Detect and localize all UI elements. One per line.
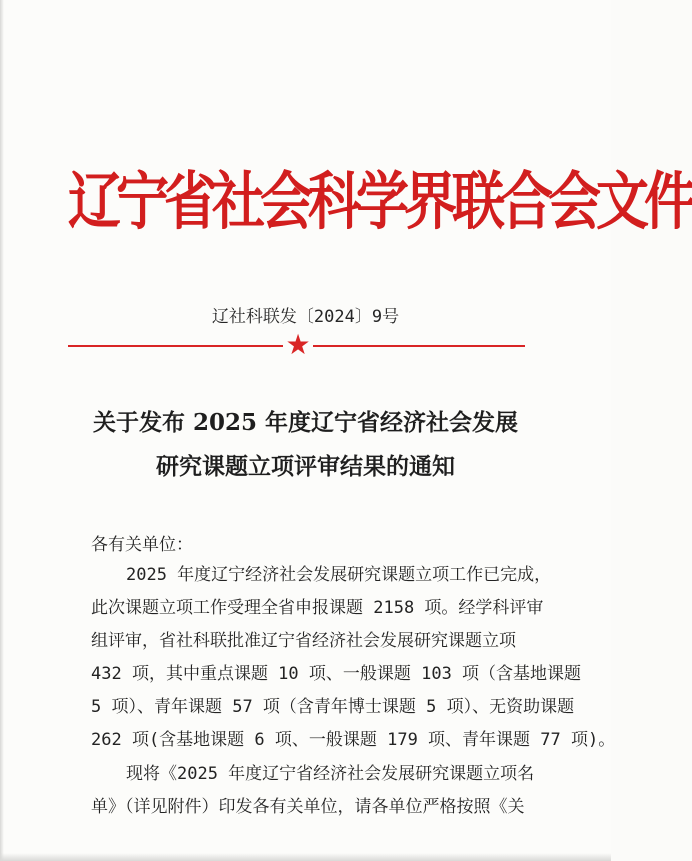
body-line-1: 2025 年度辽宁经济社会发展研究课题立项工作已完成，: [126, 565, 552, 585]
body-line-2: 此次课题立项工作受理全省申报课题 2158 项。经学科评审: [91, 598, 544, 618]
notice-title-line-1: 关于发布 2025 年度辽宁省经济社会发展: [92, 409, 519, 436]
notice-title-line-2: 研究课题立项评审结果的通知: [156, 453, 455, 480]
document-number: 辽社科联发〔2024〕9号: [211, 307, 400, 327]
star-icon: ★: [285, 328, 311, 361]
body-line-3: 组评审，省社科联批准辽宁省经济社会发展研究课题立项: [91, 631, 516, 651]
salutation: 各有关单位：: [91, 535, 193, 555]
header-divider-left: [68, 345, 283, 347]
body-line-4: 432 项，其中重点课题 10 项、一般课题 103 项（含基地课题: [91, 664, 582, 684]
header-divider-right: [313, 345, 525, 347]
body-line-8: 单》（详见附件）印发各有关单位，请各单位严格按照《关: [91, 797, 525, 817]
body-line-5: 5 项）、青年课题 57 项（含青年博士课题 5 项）、无资助课题: [91, 697, 575, 717]
body-line-6: 262 项(含基地课题 6 项、一般课题 179 项、青年课题 77 项)。: [91, 730, 616, 750]
scan-bottom-edge: [0, 853, 611, 861]
body-line-7: 现将《2025 年度辽宁省经济社会发展研究课题立项名: [126, 764, 535, 784]
document-header-title: 辽宁省社会科学界联合会文件: [68, 165, 692, 239]
